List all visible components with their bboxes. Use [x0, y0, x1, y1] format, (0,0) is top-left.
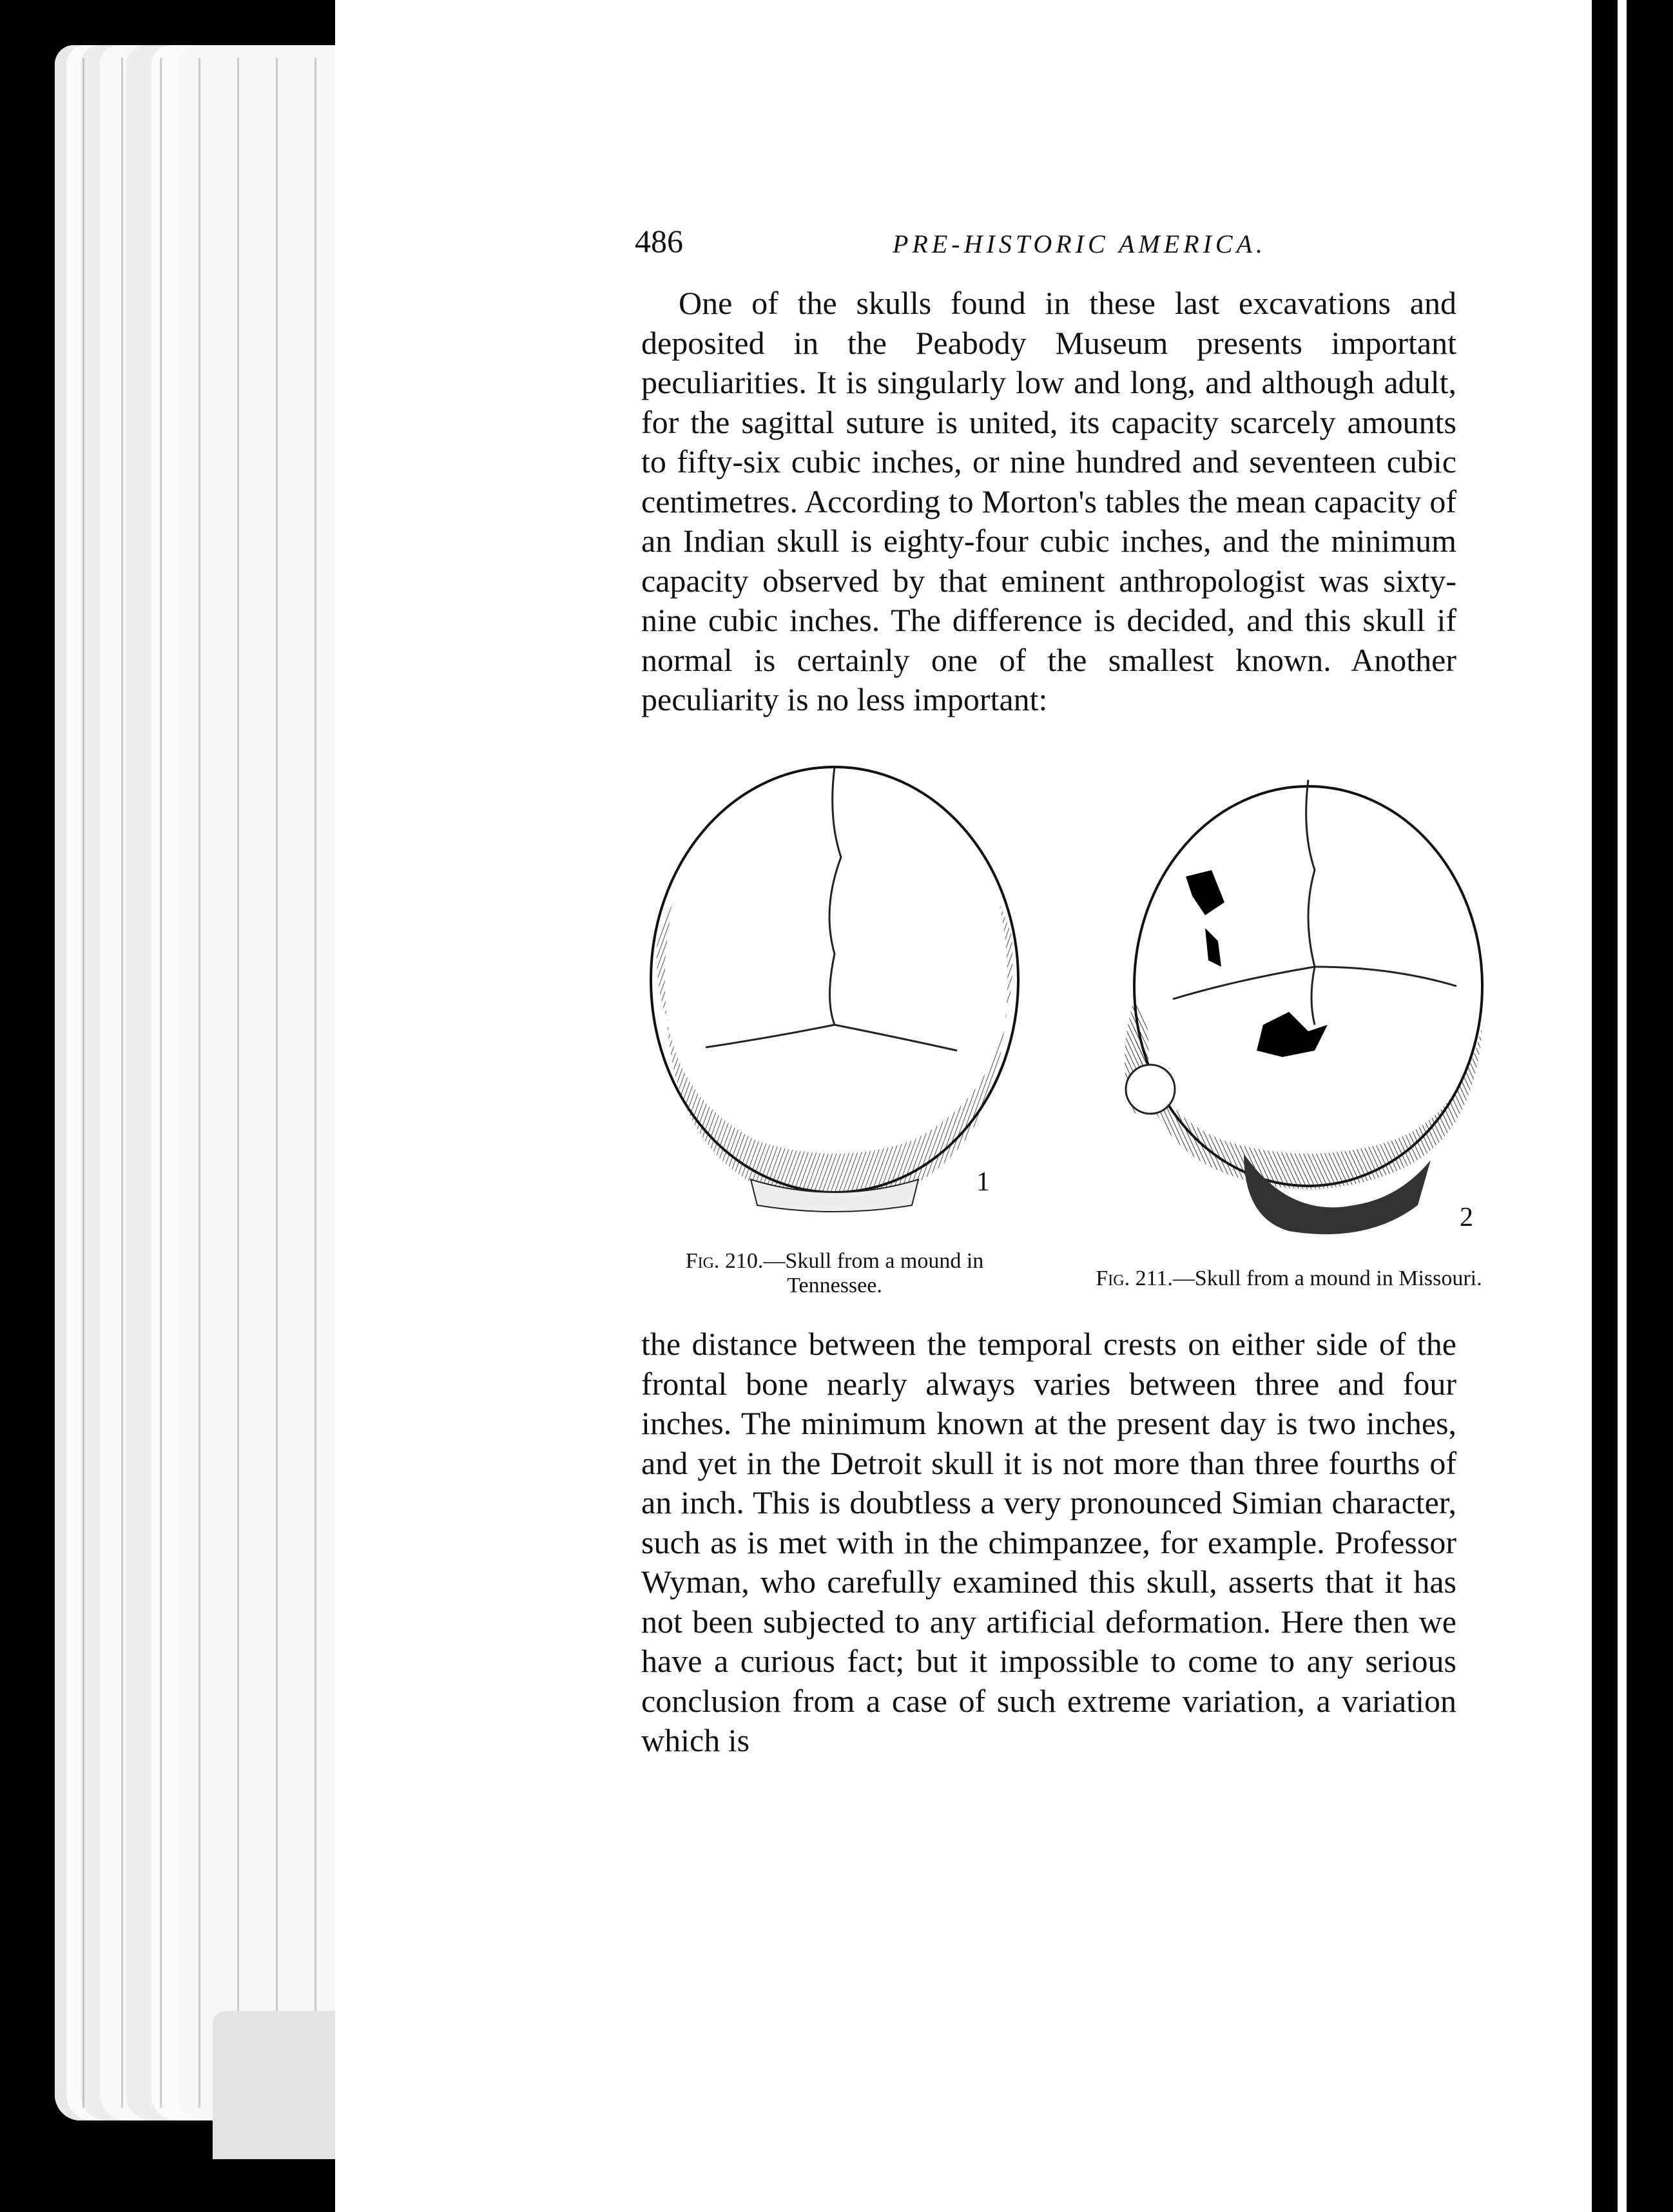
right-margin-shadow	[1592, 0, 1673, 2212]
skull-illustration-missouri	[1096, 754, 1495, 1244]
figure-caption-210	[641, 1249, 1028, 1298]
right-page-edge	[1618, 0, 1627, 2212]
figure-caption-text-211: —Skull from a mound in Missouri.	[1172, 1266, 1482, 1290]
figure-plate-number-2: 2	[1460, 1203, 1473, 1232]
page-stack-lines	[64, 58, 348, 2108]
body-paragraph-2: the distance between the temporal crests on either side of the frontal bone nearly always varies between three and four inches. The minimum known at the present day is two inches, and yet in the Detroit skull it is not more than three fourths of an inch. This is doubtless a very pronounced Simian character, such as is met with in the chimpanzee, for example. Professor Wyman, who carefully examined this skull, asserts that it has not been subjected to any artificial deformation. Here then we have a curious fact; but it impossible to come to any serious conclusion from a case of such extreme variation, a variation which is	[641, 1326, 1456, 1758]
running-head: PRE-HISTORIC AMERICA.	[893, 229, 1267, 258]
book-page-edges	[0, 0, 374, 2212]
figure-label-210: Fig. 210.	[685, 1249, 764, 1273]
body-paragraph-1: One of the skulls found in these last excavations and deposited in the Peabody Museum presents important peculiarities. It is singularly low and long, and although adult, for the sagittal suture is united, its capacity scarcely amounts to fifty-six cubic inches, or nine hundred and seventeen cubic centimetres. According to Morton's tables the mean capacity of an Indian skull is eighty-four cubic inches, and the minimum capacity observed by that eminent anthropologist was sixty-nine cubic inches. The difference is decided, and this skull if normal is certainly one of the smallest known. Another peculiarity is no less important:	[641, 285, 1456, 717]
page-header	[635, 222, 1473, 274]
figure-caption-211	[1089, 1266, 1489, 1291]
skull-illustration-tennessee	[628, 741, 1041, 1231]
page-number: 486	[635, 223, 683, 259]
figure-plate-number-1: 1	[976, 1167, 990, 1197]
figure-caption-text-210: —Skull from a mound in Tennessee.	[763, 1249, 984, 1297]
figure-label-211: Fig. 211.	[1096, 1266, 1173, 1290]
